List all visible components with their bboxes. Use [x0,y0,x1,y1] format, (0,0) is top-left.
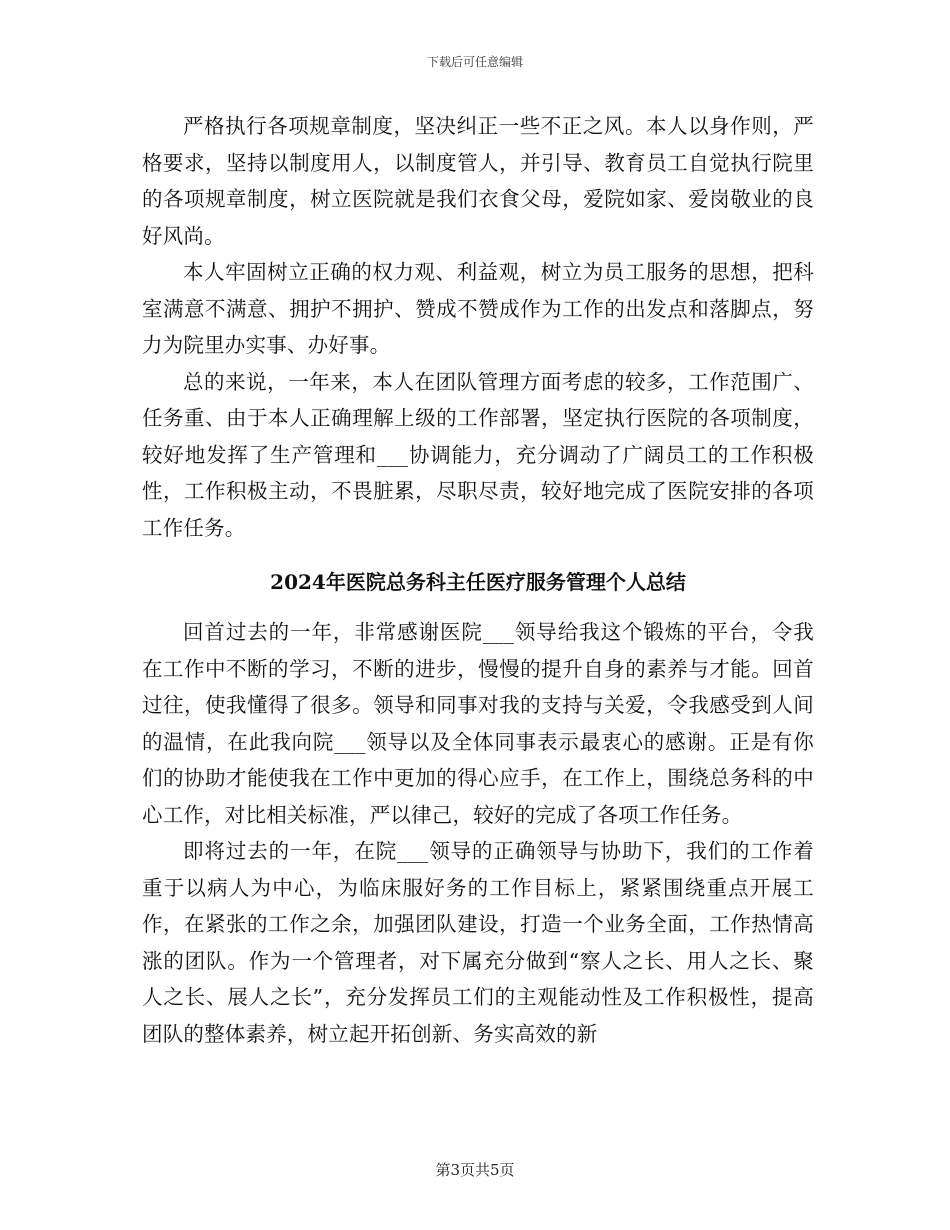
page-number: 第3页共5页 [435,1161,515,1179]
paragraph: 总的来说，一年来，本人在团队管理方面考虑的较多，工作范围广、任务重、由于本人正确理解上级的工作部署，坚定执行医院的各项制度，较好地发挥了生产管理和___协调能力，充分调动了广阔员工的工作积极性，工作积极主动，不畏脏累，尽职尽责，较好地完成了医院安排的各项工作任务。 [142,369,814,540]
document-body [142,108,814,1052]
paragraph: 回首过去的一年，非常感谢医院___领导给我这个锻炼的平台，令我在工作中不断的学习，不断的进步，慢慢的提升自身的素养与才能。回首过往，使我懂得了很多。领导和同事对我的支持与关爱，令我感受到人间的温情，在此我向院___领导以及全体同事表示最衷心的感谢。正是有你们的协助才能使我在工作中更加的得心应手，在工作上，围绕总务科的中心工作，对比相关标准，严以律己，较好的完成了各项工作任务。 [142,620,814,827]
paragraph: 本人牢固树立正确的权力观、利益观，树立为员工服务的思想，把科室满意不满意、拥护不拥护、赞成不赞成作为工作的出发点和落脚点，努力为院里办实事、办好事。 [142,260,814,357]
paragraph: 严格执行各项规章制度，坚决纠正一些不正之风。本人以身作则，严格要求，坚持以制度用人，以制度管人，并引导、教育员工自觉执行院里的各项规章制度，树立医院就是我们衣食父母，爱院如家、爱岗敬业的良好风尚。 [142,114,814,248]
page-header: 下载后可任意编辑 [426,55,523,69]
paragraph: 即将过去的一年，在院___领导的正确领导与协助下，我们的工作着重于以病人为中心，为临床服好务的工作目标上，紧紧围绕重点开展工作，在紧张的工作之余，加强团队建设，打造一个业务全面，工作热情高涨的团队。作为一个管理者，对下属充分做到“察人之长、用人之长、聚人之长、展人之长”，充分发挥员工们的主观能动性及工作积极性，提高团队的整体素养，树立起开拓创新、务实高效的新 [142,839,814,1046]
section-title: 2024年医院总务科主任医疗服务管理个人总结 [270,570,686,594]
